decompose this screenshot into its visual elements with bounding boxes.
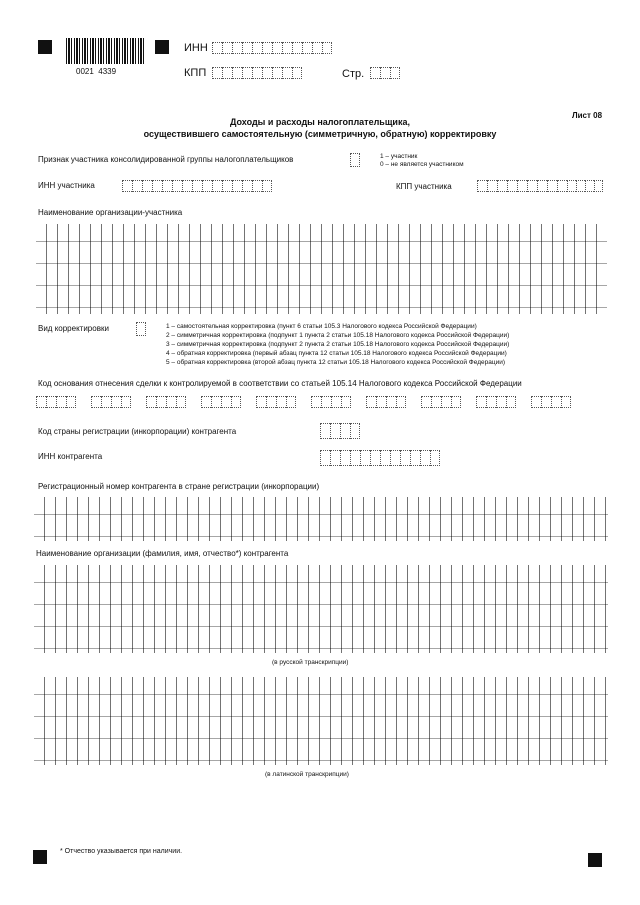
alignment-marker-bottom-left	[33, 850, 47, 864]
barcode-number: 0021 4339	[76, 67, 117, 76]
counterparty-inn-label: ИНН контрагента	[38, 452, 103, 461]
basis-code-field[interactable]	[36, 396, 596, 410]
participant-kpp-field[interactable]	[477, 180, 603, 192]
group-member-field[interactable]	[350, 153, 360, 167]
alignment-marker-bottom-right	[588, 853, 602, 867]
sheet-number: Лист 08	[572, 111, 603, 120]
country-code-field[interactable]	[320, 423, 360, 439]
correction-option-2: 2 – симметричная корректировка (подпункт 1 пункта 2 статьи 105.18 Налогового кодекса Российской Федерации)	[166, 332, 510, 339]
russian-transcription-caption: (в русской транскрипции)	[272, 659, 349, 666]
form-title-line2: осуществившего самостоятельную (симметричную, обратную) корректировку	[143, 129, 497, 139]
participant-inn-field[interactable]	[122, 180, 272, 192]
alignment-marker-top-mid	[155, 40, 169, 54]
header-inn-field[interactable]	[212, 42, 332, 54]
correction-option-1: 1 – самостоятельная корректировка (пункт 6 статьи 105.3 Налогового кодекса Российской Федерации)	[166, 323, 477, 330]
correction-option-4: 4 – обратная корректировка (первый абзац пункта 12 статьи 105.18 Налогового кодекса Российской Федерации)	[166, 350, 507, 357]
latin-transcription-caption: (в латинской транскрипции)	[265, 771, 349, 778]
counterparty-inn-field[interactable]	[320, 450, 440, 466]
footnote: * Отчество указывается при наличии.	[60, 848, 183, 855]
form-title-line1: Доходы и расходы налогоплательщика,	[230, 117, 410, 127]
group-member-label: Признак участника консолидированной группы налогоплательщиков	[38, 155, 294, 164]
correction-option-3: 3 – симметричная корректировка (подпункт 2 пункта 2 статьи 105.18 Налогового кодекса Российской Федерации)	[166, 341, 510, 348]
counterparty-name-russian-grid[interactable]	[34, 565, 608, 653]
org-name-grid[interactable]	[36, 224, 607, 314]
correction-type-label: Вид корректировки	[38, 324, 109, 333]
page-label: Стр.	[342, 68, 365, 80]
group-member-option-0: 0 – не является участником	[380, 161, 464, 168]
inn-label: ИНН	[184, 42, 208, 54]
org-name-label: Наименование организации-участника	[38, 208, 183, 217]
page-number-field[interactable]	[370, 67, 400, 79]
country-code-label: Код страны регистрации (инкорпорации) контрагента	[38, 427, 237, 436]
correction-option-5: 5 – обратная корректировка (второй абзац пункта 12 статьи 105.18 Налогового кодекса Российской Федерации)	[166, 359, 506, 366]
participant-inn-label: ИНН участника	[38, 181, 95, 190]
barcode-image	[66, 38, 144, 64]
reg-number-grid[interactable]	[34, 497, 608, 541]
correction-type-field[interactable]	[136, 322, 146, 336]
counterparty-name-latin-grid[interactable]	[34, 677, 608, 765]
counterparty-name-label: Наименование организации (фамилия, имя, отчество*) контрагента	[36, 549, 289, 558]
kpp-label: КПП	[184, 67, 207, 79]
alignment-marker-top-left	[38, 40, 52, 54]
basis-code-label: Код основания отнесения сделки к контролируемой в соответствии со статьей 105.14 Налогового кодекса Российской Федерации	[38, 379, 522, 388]
group-member-option-1: 1 – участник	[380, 153, 418, 160]
participant-kpp-label: КПП участника	[396, 182, 452, 191]
reg-number-label: Регистрационный номер контрагента в стране регистрации (инкорпорации)	[38, 482, 320, 491]
header-kpp-field[interactable]	[212, 67, 302, 79]
